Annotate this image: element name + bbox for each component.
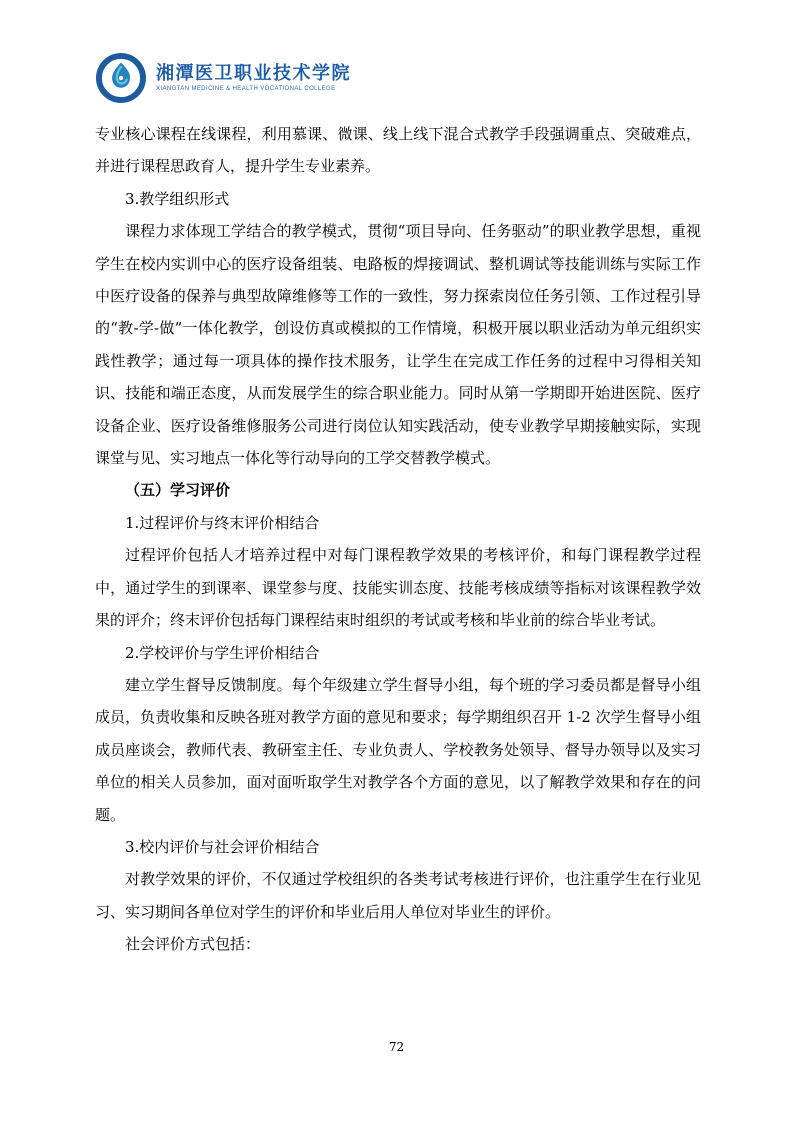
college-name-cn: 湘潭医卫职业技术学院	[156, 62, 351, 84]
paragraph-school-student-evaluation: 建立学生督导反馈制度。每个年级建立学生督导小组，每个班的学习委员都是督导小组成员，负责收集和反映各班对教学方面的意见和要求；每学期组织召开 1-2 次学生督导小组成员座谈会，教师代表、教研室主任、专业负责人、学校教务处领导、督导办领导以及实习单位的相关人员参加，面对面听取学生对教学各个方面的意见，以了解教学效果和存在的问题。	[95, 675, 701, 824]
paragraph-teaching-organization: 课程力求体现工学结合的教学模式，贯彻“项目导向、任务驱动”的职业教学思想，重视学生在校内实训中心的医疗设备组装、电路板的焊接调试、整机调试等技能训练与实际工作中医疗设备的保养与典型故障维修等工作的一致性，努力探索岗位任务引领、工作过程引导的“教-学-做”一体化教学，创设仿真或模拟的工作情境，积极开展以职业活动为单元组织实践性教学；通过每一项具体的操作技术服务，让学生在完成工作任务的过程中习得相关知识、技能和端正态度，从而发展学生的综合职业能力。同时从第一学期即开始进医院、医疗设备企业、医疗设备维修服务公司进行岗位认知实践活动，使专业教学早期接触实际，实现课堂与见、实习地点一体化等行动导向的工学交替教学模式。	[95, 222, 701, 468]
heading-learning-evaluation: （五）学习评价	[125, 481, 231, 500]
paragraph-internal-social-evaluation: 对教学效果的评价，不仅通过学校组织的各类考试考核进行评价，也注重学生在行业见习、实习期间各单位对学生的评价和毕业后用人单位对毕业生的评价。	[95, 870, 701, 921]
college-name-en: XIANGTAN MEDICINE & HEALTH VOCATIONAL COLLEGE	[156, 86, 336, 93]
heading-internal-social-evaluation: 3.校内评价与社会评价相结合	[125, 837, 320, 856]
college-name-block	[156, 64, 351, 93]
page-number: 72	[388, 1040, 405, 1054]
heading-process-final-evaluation: 1.过程评价与终末评价相结合	[125, 513, 320, 532]
college-emblem-icon	[95, 52, 147, 104]
paragraph-social-evaluation-methods: 社会评价方式包括：	[125, 935, 261, 954]
paragraph-process-final-evaluation: 过程评价包括人才培养过程中对每门课程教学效果的考核评价，和每门课程教学过程中，通过学生的到课率、课堂参与度、技能实训态度、技能考核成绩等指标对该课程教学效果的评介；终末评价包括每门课程结束时组织的考试或考核和毕业前的综合毕业考试。	[95, 546, 701, 630]
heading-teaching-organization: 3.教学组织形式	[125, 189, 230, 208]
college-logo	[95, 52, 351, 104]
paragraph-online-course: 专业核心课程在线课程，利用慕课、微课、线上线下混合式教学手段强调重点、突破难点，并进行课程思政育人，提升学生专业素养。	[95, 125, 701, 176]
heading-school-student-evaluation: 2.学校评价与学生评价相结合	[125, 643, 320, 662]
page-footer	[0, 1036, 793, 1055]
document-body	[95, 118, 701, 961]
